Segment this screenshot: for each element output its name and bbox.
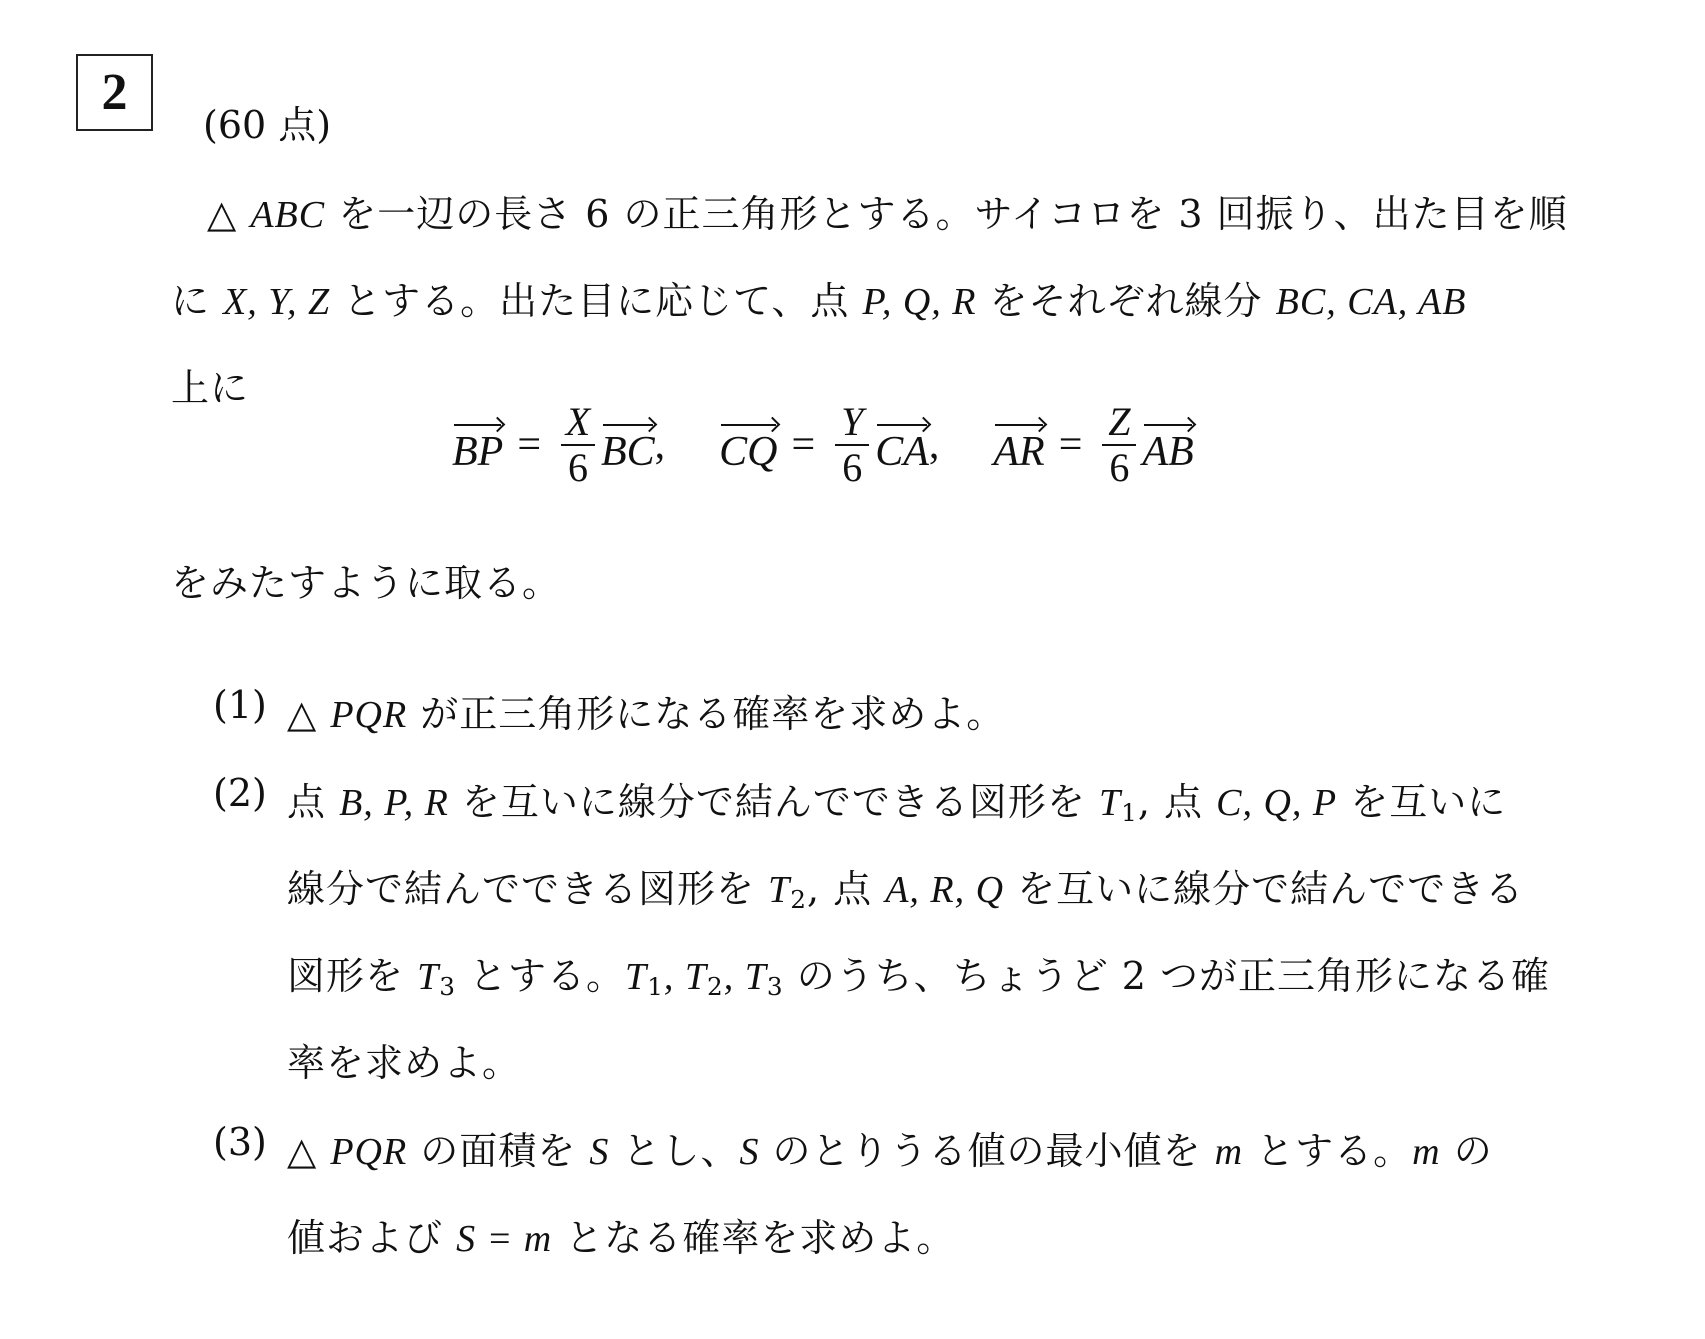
intro-text-2e: をそれぞれ線分 — [976, 279, 1276, 323]
math-t: T — [625, 956, 648, 998]
math-s: S — [739, 1131, 760, 1173]
question-1-text — [287, 683, 1005, 738]
math-xyz: X, Y, Z — [223, 281, 331, 323]
intro-text-2c: とする。出た目に応じて、点 — [330, 279, 863, 323]
fraction-x-6 — [561, 400, 595, 490]
q2-text: を互いに線分で結んでできる — [1004, 867, 1525, 911]
fraction-z-6 — [1102, 400, 1136, 490]
vector-ar: AR — [993, 414, 1044, 476]
question-3-line-1 — [287, 1120, 1493, 1175]
q3-text: のとりうる値の最小値を — [759, 1129, 1215, 1173]
math-pqr: P, Q, R — [862, 281, 977, 323]
q3-text: の面積を — [407, 1129, 590, 1173]
math-t: T — [768, 869, 791, 911]
q3-text: 値および — [287, 1216, 457, 1260]
question-2-label: (2) — [213, 771, 267, 815]
q2-text: 点 — [287, 780, 340, 824]
math-segments: BC, CA, AB — [1275, 281, 1467, 323]
question-2-line-1 — [287, 771, 1506, 827]
numerator-x: X — [565, 399, 591, 444]
question-1-label: (1) — [213, 683, 267, 727]
vector-bc: BC — [601, 414, 655, 476]
equals-sign: = — [791, 422, 816, 468]
question-3-line-2 — [287, 1207, 955, 1262]
q3-text: とする。 — [1243, 1129, 1413, 1173]
math-t: T — [417, 956, 440, 998]
q2-text: 線分で結んでできる図形を — [287, 867, 769, 911]
math-t: , T — [663, 956, 708, 998]
q2-text: 図形を — [287, 954, 418, 998]
question-3-label: (3) — [213, 1120, 267, 1164]
subscript: 2 — [707, 972, 724, 1002]
math-m: m — [1412, 1131, 1441, 1173]
math-arq: A, R, Q — [885, 869, 1005, 911]
subscript: 3 — [766, 972, 784, 1002]
numerator-y: Y — [841, 399, 864, 444]
triangle-symbol: △ — [287, 1129, 331, 1173]
q2-text: , 点 — [1137, 780, 1217, 824]
vector-ab: AB — [1142, 414, 1193, 476]
math-s: S — [589, 1131, 610, 1173]
denominator-6: 6 — [1109, 445, 1130, 490]
equals-sign: = — [1058, 422, 1083, 468]
triangle-symbol: △ — [287, 692, 331, 736]
intro-line-4: をみたすように取る。 — [171, 561, 562, 605]
equation-ar — [993, 400, 1193, 490]
math-pqr: PQR — [330, 1131, 408, 1173]
numerator-z: Z — [1108, 399, 1131, 444]
comma: , — [928, 422, 940, 468]
q2-text: を互いに線分で結んでできる図形を — [448, 780, 1100, 824]
q2-text: を互いに — [1337, 780, 1507, 824]
math-s-eq-m: S = m — [456, 1218, 553, 1260]
problem-number-box — [76, 54, 153, 131]
intro-line-2 — [171, 270, 1467, 325]
subscript: 3 — [439, 972, 456, 1002]
triangle-symbol: △ — [207, 192, 238, 236]
math-t: T — [1099, 782, 1122, 824]
intro-text-2a: に — [171, 279, 224, 323]
q3-text: の — [1440, 1129, 1493, 1173]
math-pqr: PQR — [330, 694, 408, 736]
math-bpr: B, P, R — [339, 782, 449, 824]
math-cqp: C, Q, P — [1216, 782, 1338, 824]
q3-text: となる確率を求めよ。 — [552, 1216, 956, 1260]
equation-bp — [452, 400, 665, 490]
subscript: 2 — [790, 885, 807, 915]
equation-cq — [719, 400, 939, 490]
subscript: 1 — [1121, 798, 1138, 828]
denominator-6: 6 — [842, 445, 863, 490]
vector-bp: BP — [452, 414, 503, 476]
vector-equation — [452, 390, 1248, 500]
subscript: 1 — [647, 972, 664, 1002]
question-1-body: が正三角形になる確率を求めよ。 — [407, 692, 1006, 736]
q2-text: , 点 — [806, 867, 886, 911]
intro-line-1 — [207, 183, 1568, 238]
problem-number: 2 — [101, 64, 128, 121]
question-2-line-2 — [287, 858, 1524, 914]
q2-text: のうち、ちょうど 2 つが正三角形になる確 — [783, 954, 1551, 998]
vector-cq: CQ — [719, 414, 777, 476]
denominator-6: 6 — [568, 445, 588, 490]
equals-sign: = — [517, 422, 541, 468]
intro-line-3: 上に — [171, 366, 250, 410]
q2-text: とする。 — [455, 954, 626, 998]
question-2-line-3 — [287, 945, 1550, 1001]
points-label: (60 点) — [203, 103, 332, 147]
fraction-y-6 — [835, 400, 869, 490]
math-m: m — [1214, 1131, 1244, 1173]
q3-text: とし、 — [609, 1129, 740, 1173]
comma: , — [654, 422, 666, 468]
intro-text-1: を一辺の長さ 6 の正三角形とする。サイコロを 3 回振り、出た目を順 — [325, 192, 1568, 236]
math-t: , T — [723, 956, 767, 998]
question-2-line-4: 率を求めよ。 — [287, 1041, 522, 1085]
vector-ca: CA — [875, 414, 929, 476]
math-abc: ABC — [250, 194, 326, 236]
